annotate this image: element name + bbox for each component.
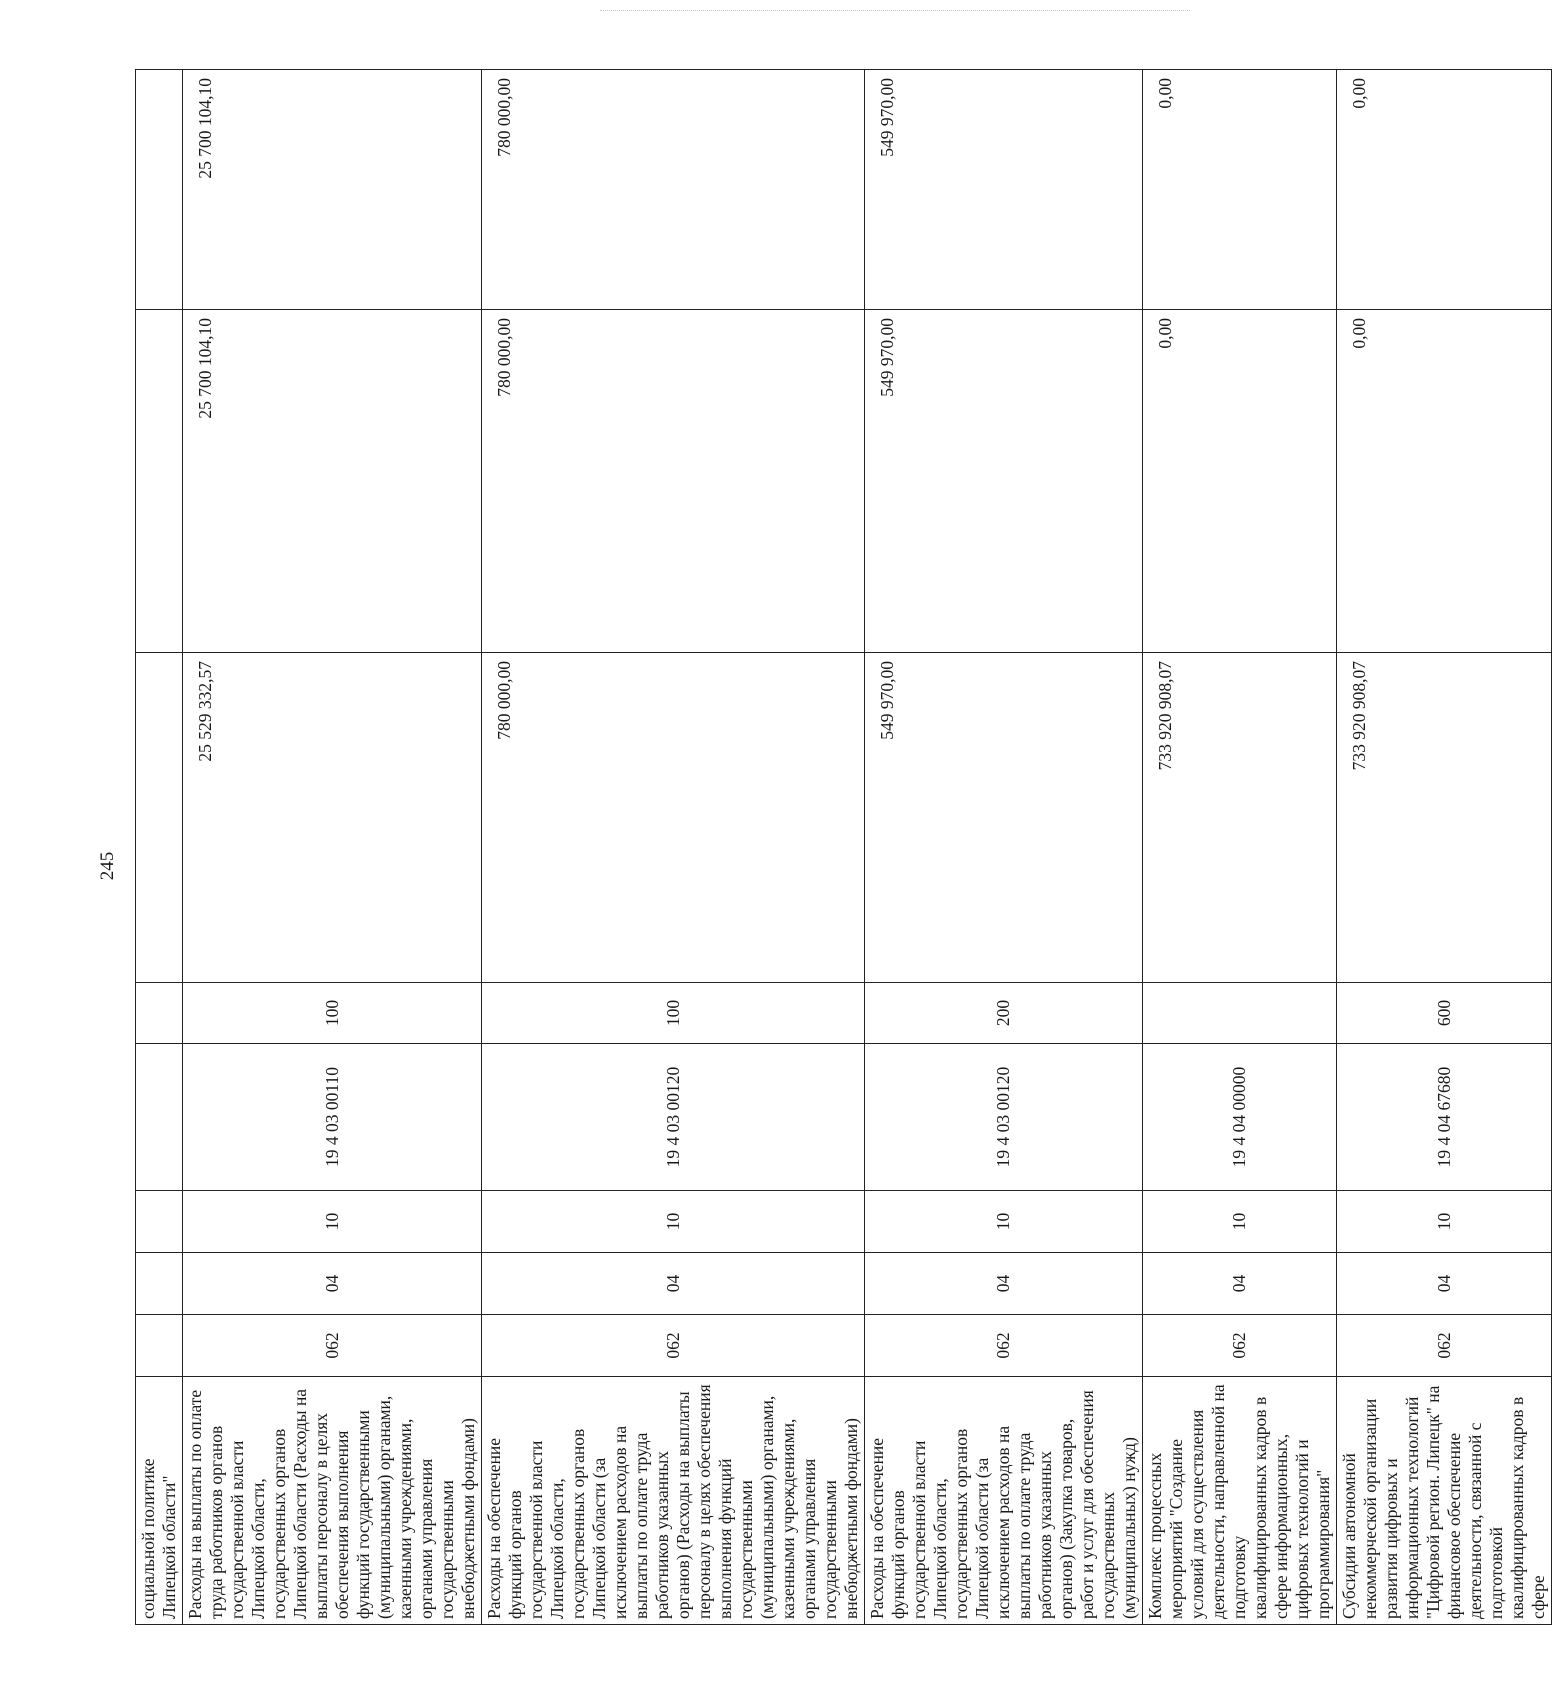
row-description: Субсидии автономной некоммерческой организации развития цифровых и информационных технологий "Цифровой регион. Липецк" на финансовое обеспечение деятельности, связанной с подготовкой квалифицированных кадров в сфере [1337, 1377, 1552, 1625]
row-admin-code: 062 [482, 1315, 865, 1377]
row-section-code: 04 [1337, 1253, 1552, 1315]
row-target-article: 19 4 04 00000 [1143, 1044, 1337, 1191]
row-amount-year2: 25 700 104,10 [183, 310, 482, 653]
row-amount-year1 [136, 653, 183, 983]
table-row [1337, 70, 1552, 1625]
table-row [183, 70, 482, 1625]
row-subsection-code: 10 [183, 1191, 482, 1253]
row-amount-year3: 780 000,00 [482, 70, 865, 310]
row-amount-year3: 0,00 [1337, 70, 1552, 310]
row-expense-type: 100 [482, 983, 865, 1044]
row-description: социальной политике Липецкой области" [136, 1377, 183, 1625]
row-amount-year2: 780 000,00 [482, 310, 865, 653]
row-amount-year3: 549 970,00 [865, 70, 1143, 310]
row-admin-code: 062 [1337, 1315, 1552, 1377]
row-target-article: 19 4 03 00120 [482, 1044, 865, 1191]
row-target-article [136, 1044, 183, 1191]
page-number: 245 [97, 851, 118, 881]
row-target-article: 19 4 03 00120 [865, 1044, 1143, 1191]
budget-table-rotated [135, 70, 1548, 1625]
table-row-continuation [136, 70, 183, 1625]
row-description: Расходы на выплаты по оплате труда работников органов государственной власти Липецкой области, государственных органов Липецкой области (Расходы на выплаты персоналу в целях обеспечения выполнения функций государственными (муниципальными) органами, казенными учреждениями, органами управления государственными внебюджетными фондами) [183, 1377, 482, 1625]
row-amount-year1: 780 000,00 [482, 653, 865, 983]
table-row [1143, 70, 1337, 1625]
row-description: Комплекс процессных мероприятий "Создание условий для осуществления деятельности, направленной на подготовку квалифицированных кадров в сфере информационных, цифровых технологий и программирования" [1143, 1377, 1337, 1625]
row-amount-year3: 0,00 [1143, 70, 1337, 310]
row-expense-type: 100 [183, 983, 482, 1044]
row-amount-year1: 25 529 332,57 [183, 653, 482, 983]
row-admin-code: 062 [1143, 1315, 1337, 1377]
row-section-code: 04 [183, 1253, 482, 1315]
row-admin-code: 062 [865, 1315, 1143, 1377]
row-description: Расходы на обеспечение функций органов государственной власти Липецкой области, государственных органов Липецкой области (за исключением расходов на выплаты по оплате труда работников указанных органов) (Закупка товаров, работ и услуг для обеспечения государственных (муниципальных) нужд) [865, 1377, 1143, 1625]
row-amount-year1: 733 920 908,07 [1143, 653, 1337, 983]
budget-table [135, 69, 1552, 1625]
row-amount-year1: 733 920 908,07 [1337, 653, 1552, 983]
row-section-code: 04 [482, 1253, 865, 1315]
row-amount-year3 [136, 70, 183, 310]
row-section-code [136, 1253, 183, 1315]
scan-edge-line [600, 10, 1190, 11]
row-amount-year1: 549 970,00 [865, 653, 1143, 983]
row-description: Расходы на обеспечение функций органов государственной власти Липецкой области, государственных органов Липецкой области (за исключением расходов на выплаты по оплате труда работников указанных органов) (Расходы на выплаты персоналу в целях обеспечения выполнения функций государственными (муниципальными) органами, казенными учреждениями, органами управления государственными внебюджетными фондами) [482, 1377, 865, 1625]
row-admin-code [136, 1315, 183, 1377]
row-subsection-code: 10 [865, 1191, 1143, 1253]
row-admin-code: 062 [183, 1315, 482, 1377]
row-subsection-code: 10 [1337, 1191, 1552, 1253]
row-expense-type: 200 [865, 983, 1143, 1044]
row-section-code: 04 [865, 1253, 1143, 1315]
row-subsection-code: 10 [1143, 1191, 1337, 1253]
table-row [865, 70, 1143, 1625]
row-target-article: 19 4 03 00110 [183, 1044, 482, 1191]
row-section-code: 04 [1143, 1253, 1337, 1315]
row-subsection-code [136, 1191, 183, 1253]
row-amount-year2: 0,00 [1143, 310, 1337, 653]
row-amount-year2: 0,00 [1337, 310, 1552, 653]
row-subsection-code: 10 [482, 1191, 865, 1253]
row-target-article: 19 4 04 67680 [1337, 1044, 1552, 1191]
row-amount-year2 [136, 310, 183, 653]
row-amount-year2: 549 970,00 [865, 310, 1143, 653]
row-expense-type [136, 983, 183, 1044]
row-amount-year3: 25 700 104,10 [183, 70, 482, 310]
row-expense-type [1143, 983, 1337, 1044]
table-row [482, 70, 865, 1625]
row-expense-type: 600 [1337, 983, 1552, 1044]
